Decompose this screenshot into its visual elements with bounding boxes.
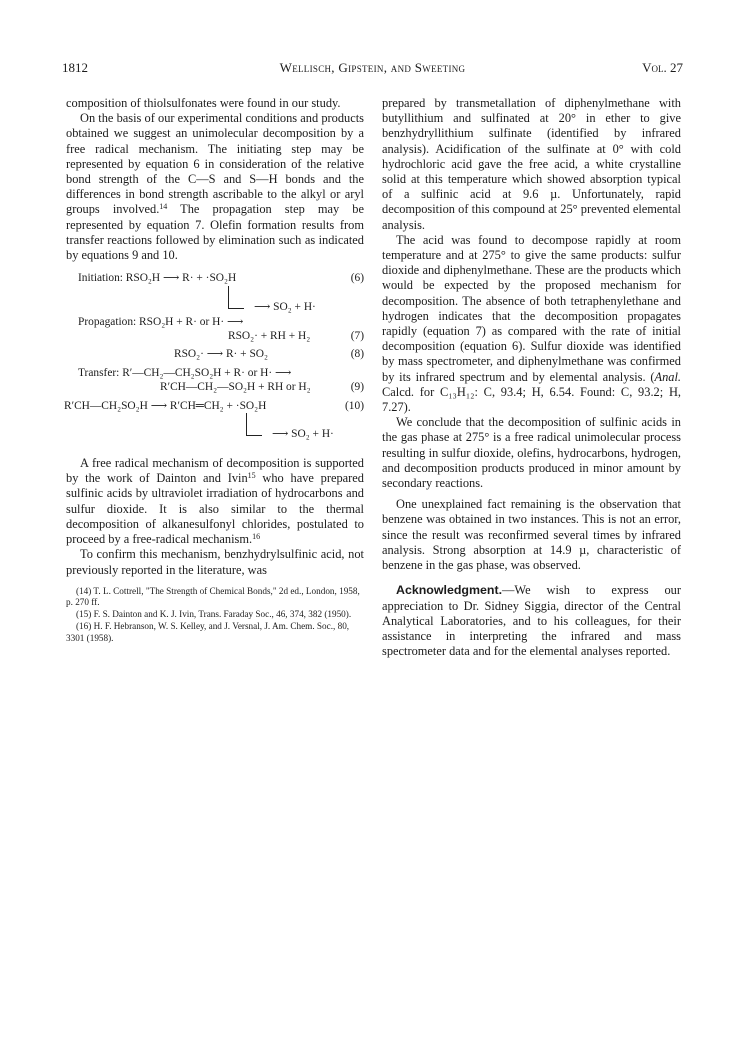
paragraph-text: Calcd. for C₁₃H₁₂: C, 93.4; H, 6.54. Found: C, 93.2; H, 7.27). [382,384,681,415]
equation-number: (7) [350,330,364,343]
equation-10 [64,399,364,413]
equation-number: (10) [345,399,364,412]
page-number: 1812 [62,60,88,75]
paragraph [66,456,364,547]
equation-7-line-1 [66,315,364,329]
decomposition-branch [228,286,364,315]
acknowledgment-text: —We wish to express our appreciation to Dr. Sidney Siggia, director of the Central Analytical Laboratories, and to his colleagues, for their assistance in interpreting the infrared and mass spectrometer data and for the elemental analyses reported. [382,583,681,659]
branch-line [228,286,229,308]
paragraph-text: On the basis of our experimental conditions and products obtained we suggest an unimolecular decomposition by a free radical mechanism. The initiating step may be represented by equation 6 in consideration of the relative bond strength of the C—S and S—H bonds and the differences in bond strength ascribable to the alkyl or aryl groups involved. [66,111,364,217]
equation-9 [66,380,364,394]
equation-block [66,271,364,442]
paragraph-text: The propagation step may be represented by equation 7. Olefin formation results from transfer reactions followed by elimination such as indicated by equations 9 and 10. [66,202,364,263]
equation-text: R′CH—CH₂—SO₂H + RH or H₂ [160,381,311,394]
paragraph: prepared by transmetallation of diphenylmethane with butyllithium and sulfinated at 20° in ether to give benzhydryllithium sulfinate (identified by infrared analysis). Acidification of the sulfinate at 0° with cold hydrochloric acid gave the free acid, a white crystalline solid at this temperature which showed absorption typical of a sulfinic acid at 9.6 µ. Unfortunately, rapid decomposition of this compound at 25° prevented elemental analysis. [382,96,681,232]
equation-7 [66,329,364,343]
footnote-ref: 15 [247,471,256,481]
paragraph-text: A free radical mechanism of decomposition is supported by the work of Dainton and Ivin [66,456,364,486]
acknowledgment [382,583,681,659]
running-header [62,60,683,80]
decomposition-branch [246,413,364,442]
equation-text: RSO₂· + RH + H₂ [228,330,311,343]
branch-line [246,435,262,436]
equation-number: (9) [350,381,364,394]
footnotes [66,586,364,644]
equation-text: Initiation: RSO₂H ⟶ R· + ·SO₂H [78,272,237,285]
paragraph [382,233,681,415]
paragraph-text: who have prepared sulfinic acids by ultraviolet irradiation of hydrocarbons and sulfur dioxide. It is also similar to the thermal decomposition of alkanesulfonyl chlorides, postulated to proceed by a free-radical mechanism. [66,471,365,547]
branch-product: ⟶ SO₂ + H· [254,300,316,313]
running-title: Wellisch, Gipstein, and Sweeting [279,60,466,75]
equation-6 [66,271,364,285]
right-column [382,96,681,659]
equation-number: (8) [350,348,364,361]
footnote: (16) H. F. Hebranson, W. S. Kelley, and J. Versnal, J. Am. Chem. Soc., 80, 3301 (1958). [66,621,350,643]
equation-text: RSO₂· ⟶ R· + SO₂ [174,348,268,361]
footnote: (14) T. L. Cottrell, "The Strength of Chemical Bonds," 2d ed., London, 1958, p. 270 ff. [66,585,360,607]
equation-9-line-1 [66,366,364,380]
paragraph: We conclude that the decomposition of sulfinic acids in the gas phase at 275° is a free radical unimolecular process resulting in sulfur dioxide, olefins, hydrocarbons, hydrogen, and decomposition products produced in minor amount by secondary reactions. [382,415,681,491]
branch-line [228,308,244,309]
equation-text: Propagation: RSO₂H + R· or H· ⟶ [78,315,244,328]
branch-line [246,413,247,435]
equation-text: Transfer: R′—CH₂—CH₂SO₂H + R· or H· ⟶ [78,366,292,379]
paragraph-text: The acid was found to decompose rapidly at room temperature and at 275° to give the same products: sulfur dioxide and diphenylmethane. These are the products which would be expected by the proposed mechanism for decomposition. The absence of both tetraphenylethane and hydrogen indicates that the decomposition propagates rapidly (equation 7) as compared with the rate of initial decomposition (equation 6). Sulfur dioxide was identified by mass spectrometer, and diphenylmethane was confirmed by its infrared spectrum and by elemental analysis. ( [382,232,681,384]
footnote-ref: 14 [159,202,168,212]
paragraph: One unexplained fact remaining is the observation that benzene was obtained in two instances. This is not an error, since the result was reconfirmed several times by infrared analysis. Strong absorption at 14.9 µ, characteristic of benzene in the gas phase, was observed. [382,497,681,573]
paragraph: To confirm this mechanism, benzhydrylsulfinic acid, not previously reported in the literature, was [66,547,364,577]
footnote-ref: 16 [252,532,261,542]
left-column [66,96,364,645]
equation-text: R′CH—CH₂SO₂H ⟶ R′CH═CH₂ + ·SO₂H [64,399,267,412]
footnote: (15) F. S. Dainton and K. J. Ivin, Trans. Faraday Soc., 46, 374, 382 (1950). [76,609,352,620]
paragraph: composition of thiolsulfonates were found in our study. [66,96,341,110]
branch-product: ⟶ SO₂ + H· [272,428,334,441]
equation-number: (6) [350,272,364,285]
acknowledgment-heading: Acknowledgment. [396,583,503,598]
paragraph [66,111,364,263]
volume-label: Vol. 27 [642,60,683,75]
italic-text: Anal. [654,369,681,384]
equation-8 [66,347,364,361]
